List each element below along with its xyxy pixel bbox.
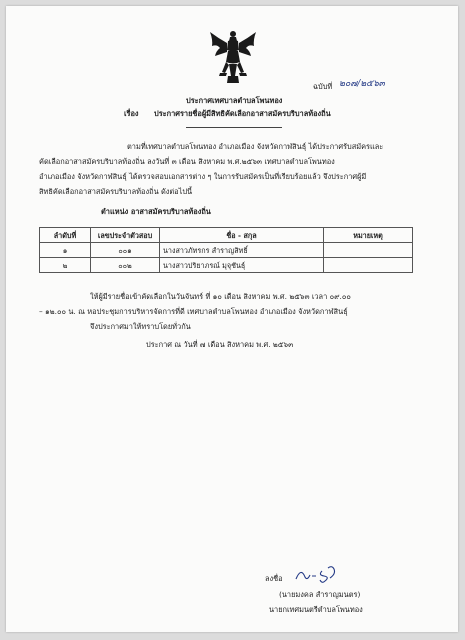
table-row [40,243,413,258]
doc-number-value: ๒๐๗/๒๕๖๓ [339,79,385,89]
signer-title: นายกเทศมนตรีตำบลโพนทอง [269,605,363,614]
cell-exam-id: ๐๐๒ [91,258,160,273]
subject-title: ประกาศรายชื่อผู้มีสิทธิคัดเลือกอาสาสมัครบริบาลท้องถิ่น [154,109,331,118]
cell-remark [324,258,413,273]
cell-name: นางสาวภัทรกร สำราญสิทธิ์ [160,243,324,258]
col-order-header: ลำดับที่ [40,228,91,243]
para1-line1: ตามที่เทศบาลตำบลโพนทอง อำเภอเมือง จังหวัดกาฬสินธุ์ ได้ประกาศรับสมัครและ [127,142,384,151]
sign-label: ลงชื่อ [265,574,283,583]
table-row [40,258,413,273]
handwritten-signature [292,563,344,585]
table-header-row [40,228,413,243]
cell-order: ๑ [40,243,91,258]
para1-line2: คัดเลือกอาสาสมัครบริบาลท้องถิ่น ลงวันที่ ๓ เดือน สิงหาคม พ.ศ.๒๕๖๓ เทศบาลตำบลโพนทอง [39,157,335,166]
col-exam-id-header: เลขประจำตัวสอบ [91,228,160,243]
candidate-table [39,227,413,273]
cell-order: ๒ [40,258,91,273]
signer-name: (นายมงคล สำราญมนตร) [279,590,361,599]
org-title: ประกาศเทศบาลตำบลโพนทอง [186,96,283,105]
announce-line: จึงประกาศมาให้ทราบโดยทั่วกัน [90,322,191,331]
date-line: ประกาศ ณ วันที่ ๗ เดือน สิงหาคม พ.ศ. ๒๕๖๓ [146,340,294,349]
para1-line3: อำเภอเมือง จังหวัดกาฬสินธุ์ ได้ตรวจสอบเอกสารต่าง ๆ ในการรับสมัครเป็นที่เรียบร้อยแล้ว จึงประกาศผู้มี [39,172,367,181]
col-remark-header: หมายเหตุ [324,228,413,243]
subject-label: เรื่อง [124,109,139,118]
cell-remark [324,243,413,258]
cell-name: นางสาวปริยาภรณ์ มุจุชันธุ์ [160,258,324,273]
cell-exam-id: ๐๐๑ [91,243,160,258]
garuda-emblem-icon [206,28,260,86]
position-heading: ตำแหน่ง อาสาสมัครบริบาลท้องถิ่น [101,207,211,216]
para2-line1: ให้ผู้มีรายชื่อเข้าคัดเลือกในวันจันทร์ ที่ ๑๐ เดือน สิงหาคม พ.ศ. ๒๕๖๓ เวลา ๐๙.๐๐ [90,292,351,301]
col-name-header: ชื่อ - สกุล [160,228,324,243]
header-divider [186,127,282,128]
document-page [6,6,458,632]
para1-line4: สิทธิคัดเลือกอาสาสมัครบริบาลท้องถิ่น ดังต่อไปนี้ [39,187,193,196]
para2-line2: – ๑๒.๐๐ น. ณ หอประชุมการบริหารจัดการที่ดี เทศบาลตำบลโพนทอง อำเภอเมือง จังหวัดกาฬสินธุ์ [39,307,348,316]
doc-number-label: ฉบับที่ [313,82,333,91]
